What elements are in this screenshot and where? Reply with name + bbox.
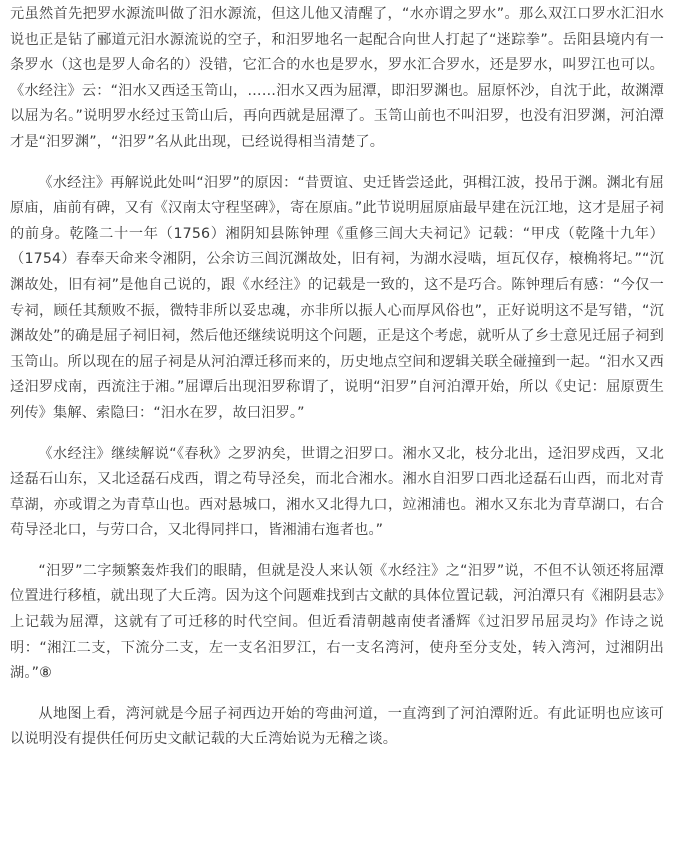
paragraph-5: 从地图上看，湾河就是今屈子祠西边开始的弯曲河道，一直湾到了河泊潭附近。有此证明也应该可以说明没有提供任何历史文献记载的大丘湾始说为无稽之谈。 bbox=[10, 705, 664, 748]
paragraph-4: “汨罗”二字频繁轰炸我们的眼睛，但就是没人来认领《水经注》之“汨罗”说，不但不认领还将屈潭位置进行移植，就出现了大丘湾。因为这个问题难找到古文献的具体位置记载，河泊潭只有《湘阴县志》上记载为屈潭，这就有了可迁移的时代空间。但近看清朝越南使者潘辉《过汨罗吊屈灵均》作诗之说明：“湘江二支，下流分二支，左一支名汨罗江，右一支名湾河，使舟至分支处，转入湾河，过湘阴出湖。”⑧ bbox=[10, 562, 664, 682]
paragraph-3: 《水经注》继续解说“《春秋》之罗汭矣，世谓之汨罗口。湘水又北，枝分北出，迳汨罗戍西，又北迳磊石山东，又北迳磊石戍西，谓之苟导泾矣，而北合湘水。湘水自汨罗口西北迳磊石山西，而北对青草湖，亦或谓之为青草山也。西对悬城口，湘水又北得九口，竝湘浦也。湘水又东北为青草湖口，右合苟导泾北口，与劳口合，又北得同拌口，皆湘浦右迤者也。” bbox=[10, 445, 664, 539]
paragraph-1: 元虽然首先把罗水源流叫做了汨水源流，但这儿他又清醒了，“水亦谓之罗水”。那么双江口罗水汇汨水说也正是钻了郦道元汨水源流说的空子，和汨罗地名一起配合向世人打起了“迷踪拳”。岳阳县境内有一条罗水（这也是罗人命名的）没错，它汇合的水也是罗水，罗水汇合罗水，还是罗水，叫罗江也可以。《水经注》云：“汨水又西迳玉笥山，……汨水又西为屈潭，即汨罗渊也。屈原怀沙，自沈于此，故渊潭以屈为名。”说明罗水经过玉笥山后，再向西就是屈潭了。玉笥山前也不叫汨罗，也没有汨罗渊，河泊潭才是“汨罗渊”，“汨罗”名从此出现，已经说得相当清楚了。 bbox=[10, 6, 664, 150]
paragraph-2: 《水经注》再解说此处叫“汨罗”的原因：“昔贾谊、史迁皆尝迳此，弭楫江波，投吊于渊。渊北有屈原庙，庙前有碑，又有《汉南太守程坚碑》，寄在原庙。”此节说明屈原庙最早建在沅江地，这才是屈子祠的前身。乾隆二十一年（1756）湘阴知县陈钟理《重修三闾大夫祠记》记载：“甲戌（乾隆十九年）（1754）春奉天命来令湘阴，公余访三闾沉渊故处，旧有祠，为湖水浸啮，垣瓦仅存，榱桷将圮。”“沉渊故处，旧有祠”是他自己说的，跟《水经注》的记载是一致的，这不是巧合。陈钟理后有感：“今仅一专祠，顾任其颓败不振，微特非所以妥忠魂，亦非所以振人心而厚风俗也”，正好说明这不是写错，“沉渊故处”的确是屈子祠旧祠，然后他还继续说明这个问题，正是这个考虑，就听从了乡士意见迁屈子祠到玉笥山。所以现在的屈子祠是从河泊潭迁移而来的，历史地点空间和逻辑关联全碰撞到一起。“汨水又西迳汨罗戍南，西流注于湘。”屈谭后出现汨罗称谓了，说明“汨罗”自河泊潭开始，所以《史记：屈原贾生列传》集解、索隐曰：“汨水在罗，故曰汨罗。” bbox=[10, 174, 664, 421]
